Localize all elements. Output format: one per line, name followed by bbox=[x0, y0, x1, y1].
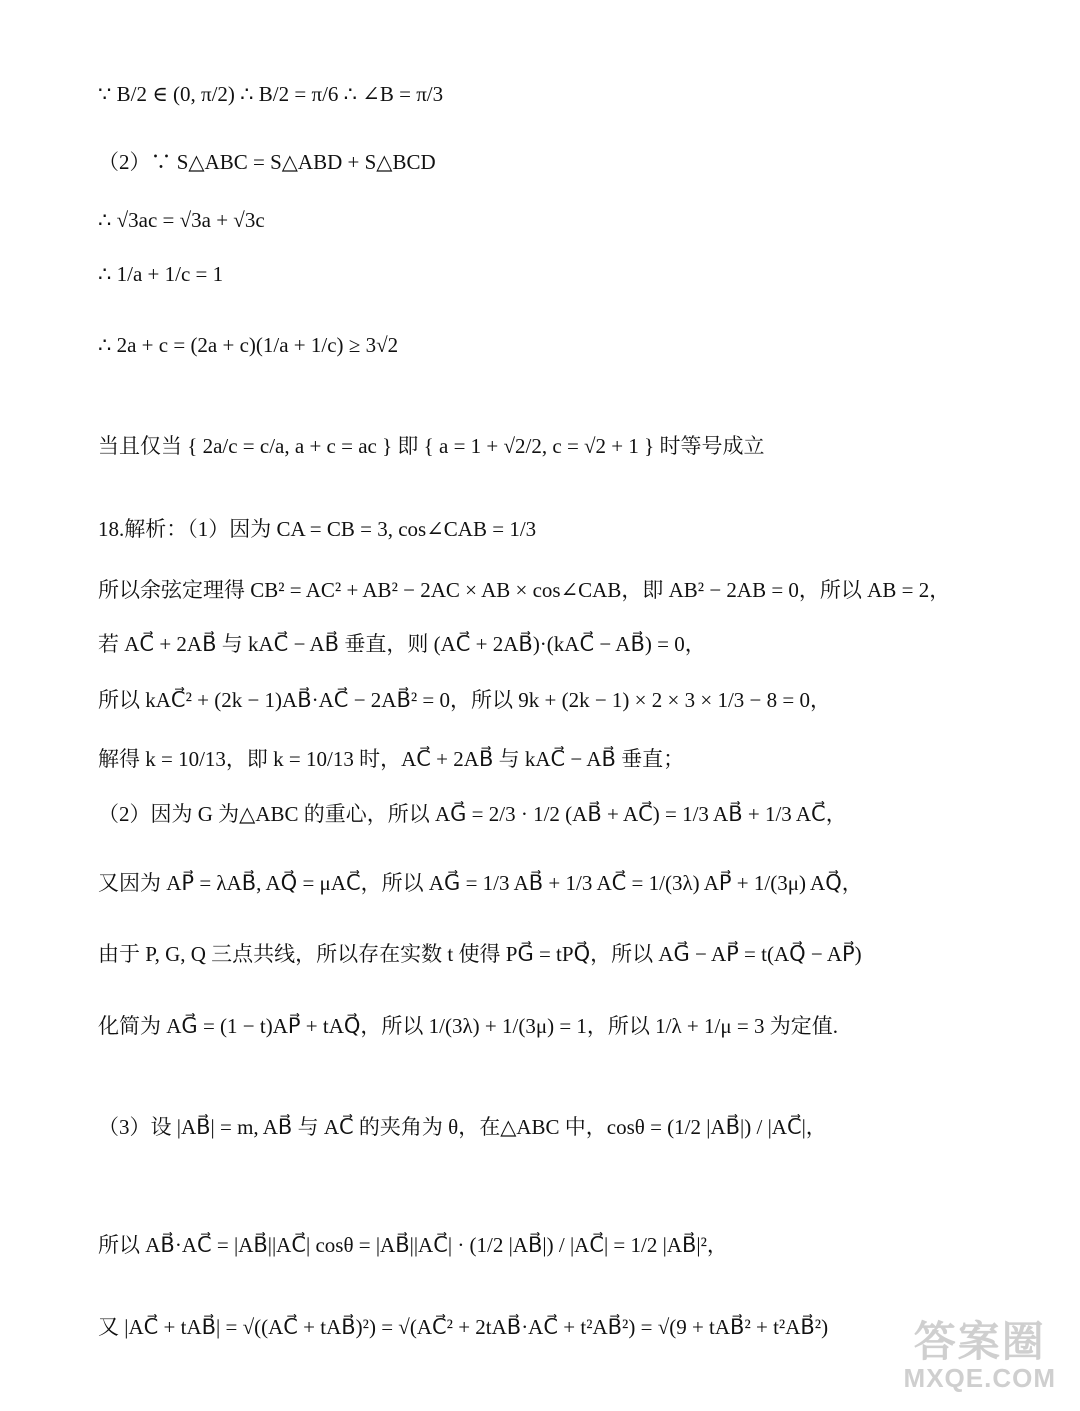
solution-line-simplify: 化简为 AG⃗ = (1 − t)AP⃗ + tAQ⃗，所以 1/(3λ) + 1/(3μ) = 1，所以 1/λ + 1/μ = 3 为定值. bbox=[98, 1014, 838, 1038]
solution-line-centroid: （2）因为 G 为△ABC 的重心，所以 AG⃗ = 2/3 · 1/2 (AB⃗ + AC⃗) = 1/3 AB⃗ + 1/3 AC⃗， bbox=[98, 802, 847, 826]
watermark-logo-text: 答案圈 bbox=[913, 1318, 1046, 1365]
problem-18-header: 18.解析：（1）因为 CA = CB = 3, cos∠CAB = 1/3 bbox=[98, 517, 537, 541]
solution-line-collinear: 由于 P, G, Q 三点共线，所以存在实数 t 使得 PG⃗ = tPQ⃗，所以 AG⃗ − AP⃗ = t(AQ⃗ − AP⃗) bbox=[98, 942, 862, 966]
solution-line-perpendicular-condition: 若 AC⃗ + 2AB⃗ 与 kAC⃗ − AB⃗ 垂直，则 (AC⃗ + 2AB⃗)·(kAC⃗ − AB⃗) = 0， bbox=[98, 632, 706, 656]
solution-line-ap-aq: 又因为 AP⃗ = λAB⃗, AQ⃗ = μAC⃗，所以 AG⃗ = 1/3 AB⃗ + 1/3 AC⃗ = 1/(3λ) AP⃗ + 1/(3μ) AQ⃗， bbox=[98, 871, 863, 895]
solution-line-area-sum: （2）∵ S△ABC = S△ABD + S△BCD bbox=[98, 150, 436, 174]
solution-line-inequality: ∴ 2a + c = (2a + c)(1/a + 1/c) ≥ 3√2 bbox=[98, 333, 399, 357]
solution-line-magnitude: 又 |AC⃗ + tAB⃗| = √((AC⃗ + tAB⃗)²) = √(AC⃗² + 2tAB⃗·AC⃗ + t²AB⃗²) = √(9 + tAB⃗² + t²AB⃗²) bbox=[98, 1315, 829, 1339]
solution-line-sqrt3-equation: ∴ √3ac = √3a + √3c bbox=[98, 208, 265, 232]
solution-line-reciprocal-sum: ∴ 1/a + 1/c = 1 bbox=[98, 262, 224, 286]
solution-line-dot-product: 所以 AB⃗·AC⃗ = |AB⃗||AC⃗| cosθ = |AB⃗||AC⃗| · (1/2 |AB⃗|) / |AC⃗| = 1/2 |AB⃗|²， bbox=[98, 1233, 728, 1257]
solution-line-cosine-law: 所以余弦定理得 CB² = AC² + AB² − 2AC × AB × cos∠CAB，即 AB² − 2AB = 0，所以 AB = 2， bbox=[98, 578, 951, 602]
solution-line-expand-dot-product: 所以 kAC⃗² + (2k − 1)AB⃗·AC⃗ − 2AB⃗² = 0，所以 9k + (2k − 1) × 2 × 3 × 1/3 − 8 = 0， bbox=[98, 688, 831, 712]
solution-line-equality-condition: 当且仅当 { 2a/c = c/a, a + c = ac } 即 { a = 1 + √2/2, c = √2 + 1 } 时等号成立 bbox=[98, 434, 765, 458]
solution-line-angle-b: ∵ B/2 ∈ (0, π/2) ∴ B/2 = π/6 ∴ ∠B = π/3 bbox=[98, 82, 444, 106]
solution-line-part3-setup: （3）设 |AB⃗| = m, AB⃗ 与 AC⃗ 的夹角为 θ，在△ABC 中，cosθ = (1/2 |AB⃗|) / |AC⃗|， bbox=[98, 1115, 827, 1139]
watermark-domain: MXQE.COM bbox=[903, 1363, 1056, 1393]
site-watermark bbox=[903, 1318, 1056, 1393]
solution-line-solve-k: 解得 k = 10/13，即 k = 10/13 时，AC⃗ + 2AB⃗ 与 kAC⃗ − AB⃗ 垂直； bbox=[98, 747, 685, 771]
